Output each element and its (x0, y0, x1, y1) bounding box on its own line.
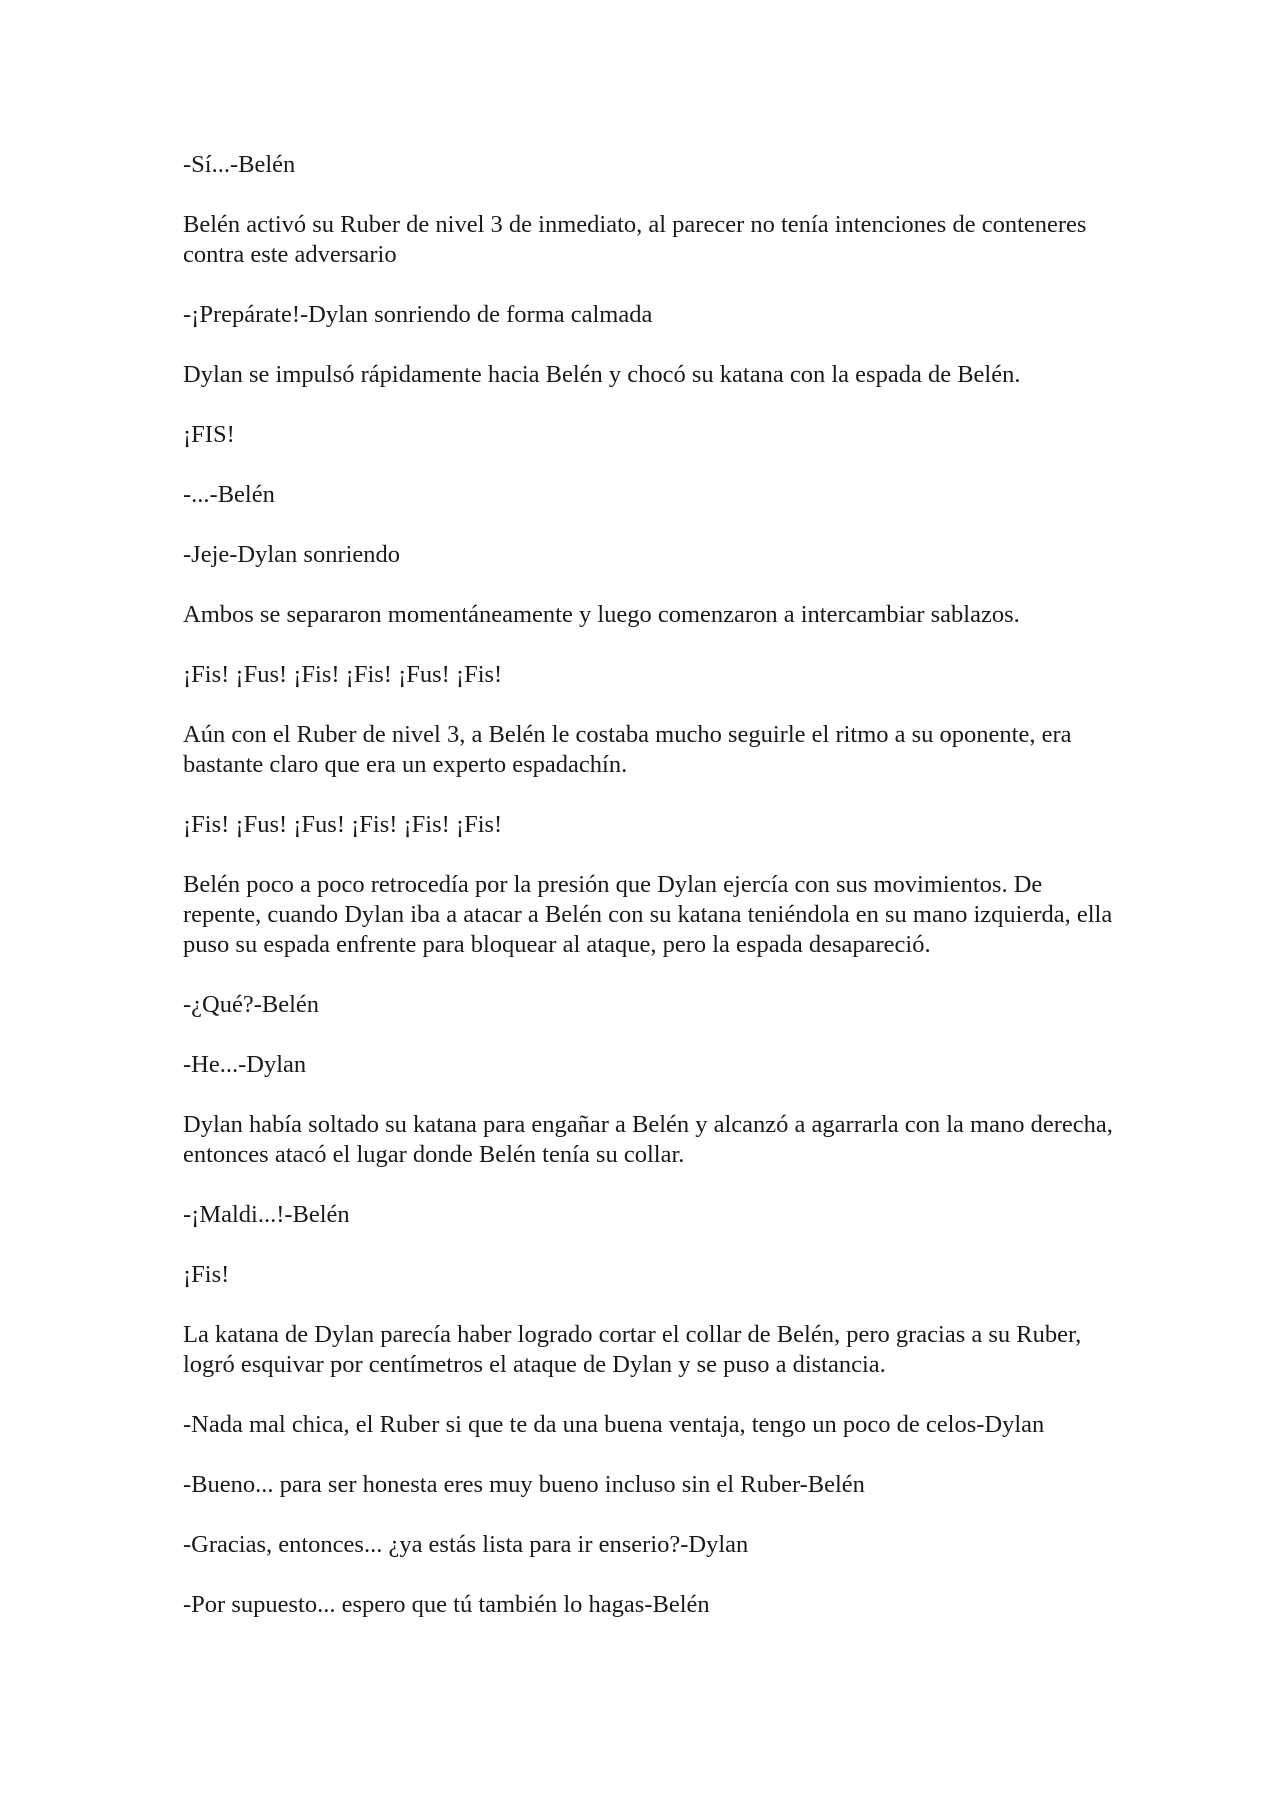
document-body (183, 150, 1113, 1650)
paragraph: Belén poco a poco retrocedía por la presión que Dylan ejercía con sus movimientos. De repente, cuando Dylan iba a atacar a Belén con su katana teniéndola en su mano izquierda, ella puso su espada enfrente para bloquear al ataque, pero la espada desapareció. (183, 871, 1113, 958)
paragraph: La katana de Dylan parecía haber logrado cortar el collar de Belén, pero gracias a su Ruber, logró esquivar por centímetros el ataque de Dylan y se puso a distancia. (183, 1321, 1082, 1378)
paragraph: ¡Fis! (183, 1261, 230, 1288)
paragraph: ¡Fis! ¡Fus! ¡Fus! ¡Fis! ¡Fis! ¡Fis! (183, 811, 503, 838)
paragraph: Aún con el Ruber de nivel 3, a Belén le costaba mucho seguirle el ritmo a su oponente, era bastante claro que era un experto espadachín. (183, 721, 1072, 778)
paragraph: -...-Belén (183, 481, 275, 508)
paragraph: Ambos se separaron momentáneamente y luego comenzaron a intercambiar sablazos. (183, 601, 1020, 628)
paragraph: Dylan había soltado su katana para engañar a Belén y alcanzó a agarrarla con la mano derecha, entonces atacó el lugar donde Belén tenía su collar. (183, 1111, 1113, 1168)
paragraph: -Por supuesto... espero que tú también lo hagas-Belén (183, 1591, 710, 1618)
paragraph: -Nada mal chica, el Ruber si que te da una buena ventaja, tengo un poco de celos-Dylan (183, 1411, 1045, 1438)
paragraph: -¡Prepárate!-Dylan sonriendo de forma calmada (183, 301, 653, 328)
paragraph: -He...-Dylan (183, 1051, 307, 1078)
paragraph: ¡FIS! (183, 421, 235, 448)
paragraph: -¿Qué?-Belén (183, 991, 320, 1018)
paragraph: Belén activó su Ruber de nivel 3 de inmediato, al parecer no tenía intenciones de conteneres contra este adversario (183, 211, 1087, 268)
paragraph: Dylan se impulsó rápidamente hacia Belén y chocó su katana con la espada de Belén. (183, 361, 1021, 388)
paragraph: -Bueno... para ser honesta eres muy bueno incluso sin el Ruber-Belén (183, 1471, 865, 1498)
paragraph: -¡Maldi...!-Belén (183, 1201, 350, 1228)
paragraph: -Sí...-Belén (183, 151, 296, 178)
paragraph: ¡Fis! ¡Fus! ¡Fis! ¡Fis! ¡Fus! ¡Fis! (183, 661, 503, 688)
paragraph: -Gracias, entonces... ¿ya estás lista para ir enserio?-Dylan (183, 1531, 749, 1558)
paragraph: -Jeje-Dylan sonriendo (183, 541, 401, 568)
